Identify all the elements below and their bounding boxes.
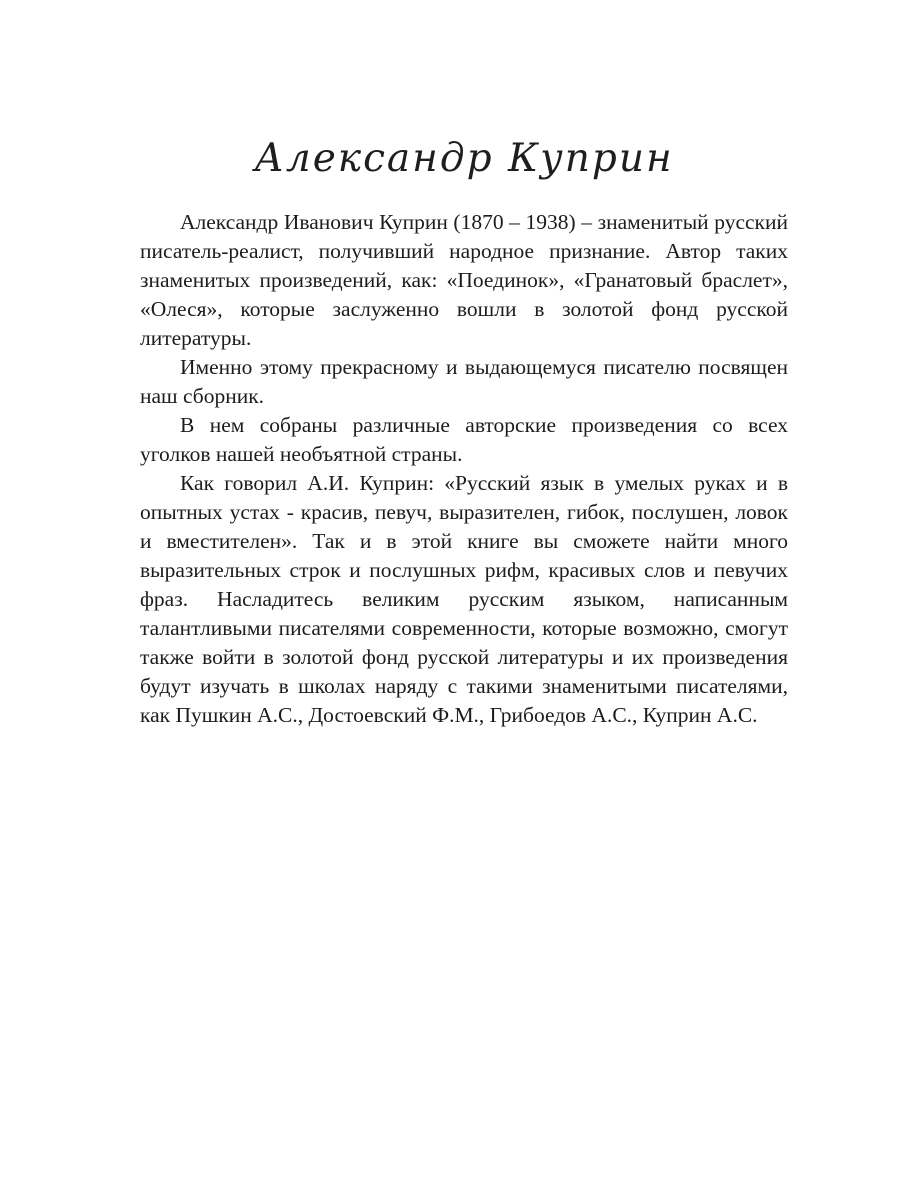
paragraph-intro: Александр Иванович Куприн (1870 – 1938) – знаменитый русский писатель-реалист, получивший народное признание. Автор таких знаменитых произведений, как: «Поединок», «Гранатовый браслет», «Олеся», которые заслуженно вошли в золотой фонд русской литературы. [140, 210, 788, 350]
paragraph-collection: В нем собраны различные авторские произведения со всех уголков нашей необъятной страны. [140, 413, 788, 466]
page-body [140, 208, 788, 730]
paragraph-quote: Как говорил А.И. Куприн: «Русский язык в умелых руках и в опытных устах - красив, певуч, выразителен, гибок, послушен, ловок и вместителен». Так и в этой книге вы сможете найти много выразительных строк и послушных рифм, красивых слов и певучих фраз. Насладитесь великим русским языком, написанным талантливыми писателями современности, которые возможно, смогут также войти в золотой фонд русской литературы и их произведения будут изучать в школах наряду с такими знаменитыми писателями, как Пушкин А.С., Достоевский Ф.М., Грибоедов А.С., Куприн А.С. [140, 471, 788, 727]
paragraph-dedication: Именно этому прекрасному и выдающемуся писателю посвящен наш сборник. [140, 355, 788, 408]
page-title: Александр Куприн [254, 136, 674, 181]
